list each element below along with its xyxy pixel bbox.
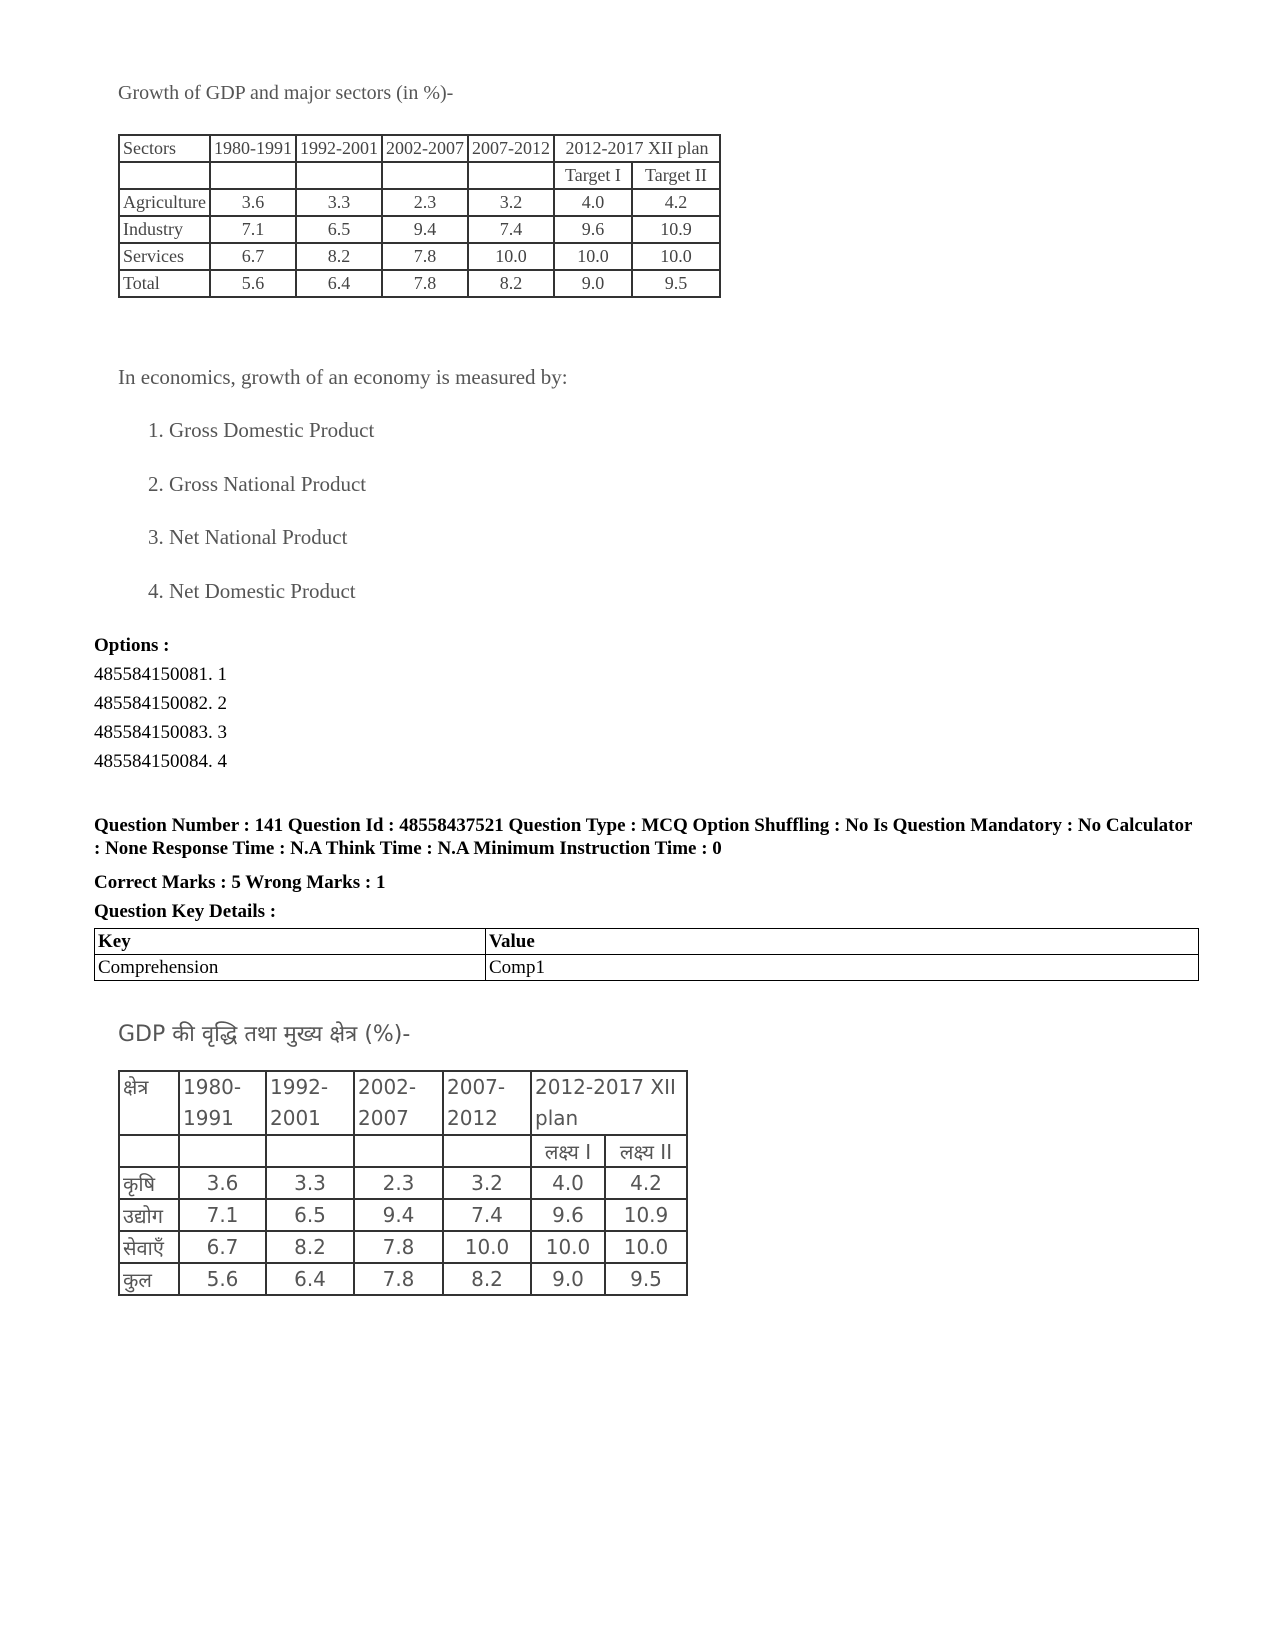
header-cell: Sectors <box>119 135 210 162</box>
option-item: 485584150081. 1 <box>94 664 227 685</box>
header-cell: 2002- 2007 <box>354 1071 443 1135</box>
table-cell: 6.7 <box>210 243 296 270</box>
option-item: 485584150082. 2 <box>94 693 227 714</box>
hi-table-caption: GDP की वृद्धि तथा मुख्य क्षेत्र (%)- <box>118 1022 411 1047</box>
row-label: Services <box>119 243 210 270</box>
table-cell: 5.6 <box>179 1263 266 1295</box>
table-cell: 10.9 <box>632 216 720 243</box>
row-label: Agriculture <box>119 189 210 216</box>
options-list <box>94 631 227 776</box>
table-cell: 4.0 <box>531 1167 605 1199</box>
table-cell: 4.2 <box>632 189 720 216</box>
header-cell: 1980- 1991 <box>179 1071 266 1135</box>
subheader-cell: लक्ष्य I <box>531 1135 605 1167</box>
options-heading: Options : <box>94 635 170 656</box>
question-item: 1. Gross Domestic Product <box>148 418 375 442</box>
table-cell: 10.9 <box>605 1199 687 1231</box>
table-cell: 9.5 <box>632 270 720 297</box>
table-cell: 9.0 <box>531 1263 605 1295</box>
option-item: 485584150084. 4 <box>94 751 227 772</box>
table-cell: 10.0 <box>554 243 632 270</box>
table-cell: 9.4 <box>382 216 468 243</box>
table-row <box>119 1231 687 1263</box>
table-row <box>119 270 720 297</box>
table-cell: 10.0 <box>605 1231 687 1263</box>
question-item: 4. Net Domestic Product <box>148 579 356 603</box>
table-cell: 6.5 <box>266 1199 354 1231</box>
header-cell: Value <box>486 929 1199 955</box>
table-row <box>95 955 1199 981</box>
header-cell: 2007-2012 <box>468 135 554 162</box>
table-cell: 5.6 <box>210 270 296 297</box>
table-cell: 3.2 <box>443 1167 531 1199</box>
table-cell: 7.8 <box>354 1231 443 1263</box>
table-cell: 7.4 <box>468 216 554 243</box>
header-cell: 1992- 2001 <box>266 1071 354 1135</box>
subheader-cell: लक्ष्य II <box>605 1135 687 1167</box>
row-label: Industry <box>119 216 210 243</box>
row-label: कृषि <box>119 1167 179 1199</box>
table-row <box>119 243 720 270</box>
table-cell: 6.4 <box>296 270 382 297</box>
table-cell: 10.0 <box>632 243 720 270</box>
table-subheader-row <box>119 162 720 189</box>
table-cell: 10.0 <box>443 1231 531 1263</box>
header-cell: 2012-2017 XII plan <box>554 135 720 162</box>
key-details-table <box>94 928 1199 981</box>
question-item: 2. Gross National Product <box>148 472 367 496</box>
table-cell: 7.4 <box>443 1199 531 1231</box>
marks-line: Correct Marks : 5 Wrong Marks : 1 <box>94 872 386 893</box>
table-cell: 3.3 <box>296 189 382 216</box>
table-cell: 8.2 <box>443 1263 531 1295</box>
table-row <box>119 1167 687 1199</box>
table-cell: 7.8 <box>382 270 468 297</box>
table-cell: 6.5 <box>296 216 382 243</box>
table-cell: 7.1 <box>210 216 296 243</box>
gdp-growth-table-english <box>118 134 721 298</box>
row-label: कुल <box>119 1263 179 1295</box>
table-row <box>119 216 720 243</box>
table-cell: 6.7 <box>179 1231 266 1263</box>
table-cell: 9.6 <box>531 1199 605 1231</box>
table-cell: 9.6 <box>554 216 632 243</box>
table-cell: 7.8 <box>354 1263 443 1295</box>
header-cell: 1992-2001 <box>296 135 382 162</box>
table-row <box>119 189 720 216</box>
table-cell: 4.2 <box>605 1167 687 1199</box>
table-cell: 8.2 <box>468 270 554 297</box>
table-cell: 8.2 <box>296 243 382 270</box>
header-cell: 2002-2007 <box>382 135 468 162</box>
row-label: उद्योग <box>119 1199 179 1231</box>
header-cell: 2007- 2012 <box>443 1071 531 1135</box>
table-cell: 3.6 <box>210 189 296 216</box>
gdp-growth-table-hindi <box>118 1070 688 1296</box>
option-item: 485584150083. 3 <box>94 722 227 743</box>
table-cell: Comp1 <box>486 955 1199 981</box>
row-label: सेवाएँ <box>119 1231 179 1263</box>
table-cell: 9.5 <box>605 1263 687 1295</box>
table-cell: 4.0 <box>554 189 632 216</box>
table-header-row <box>119 1071 687 1135</box>
question-meta: Question Number : 141 Question Id : 48558437521 Question Type : MCQ Option Shuffling : No Is Question Mandatory : No Calculator : None Response Time : N.A Think Time : N.A Minimum Instruction Time : 0 <box>94 815 1193 859</box>
table-cell: 9.4 <box>354 1199 443 1231</box>
question-text: In economics, growth of an economy is measured by: <box>118 365 568 389</box>
subheader-cell: Target I <box>554 162 632 189</box>
table-cell: 3.2 <box>468 189 554 216</box>
table-cell: 10.0 <box>531 1231 605 1263</box>
table-subheader-row <box>119 1135 687 1167</box>
table-cell: 3.3 <box>266 1167 354 1199</box>
table-cell: 10.0 <box>468 243 554 270</box>
question-item: 3. Net National Product <box>148 525 348 549</box>
header-cell: 1980-1991 <box>210 135 296 162</box>
header-cell: 2012-2017 XII plan <box>531 1071 687 1135</box>
table-row <box>119 1199 687 1231</box>
table-header-row <box>95 929 1199 955</box>
table-header-row <box>119 135 720 162</box>
table-cell: 7.1 <box>179 1199 266 1231</box>
table-cell: 8.2 <box>266 1231 354 1263</box>
en-table-caption: Growth of GDP and major sectors (in %)- <box>118 82 454 104</box>
table-row <box>119 1263 687 1295</box>
header-cell: क्षेत्र <box>119 1071 179 1135</box>
row-label: Total <box>119 270 210 297</box>
table-cell: 9.0 <box>554 270 632 297</box>
table-cell: 6.4 <box>266 1263 354 1295</box>
header-cell: Key <box>95 929 486 955</box>
subheader-cell: Target II <box>632 162 720 189</box>
table-cell: 3.6 <box>179 1167 266 1199</box>
table-cell: 2.3 <box>382 189 468 216</box>
table-cell: Comprehension <box>95 955 486 981</box>
key-details-label: Question Key Details : <box>94 901 277 922</box>
table-cell: 2.3 <box>354 1167 443 1199</box>
table-cell: 7.8 <box>382 243 468 270</box>
